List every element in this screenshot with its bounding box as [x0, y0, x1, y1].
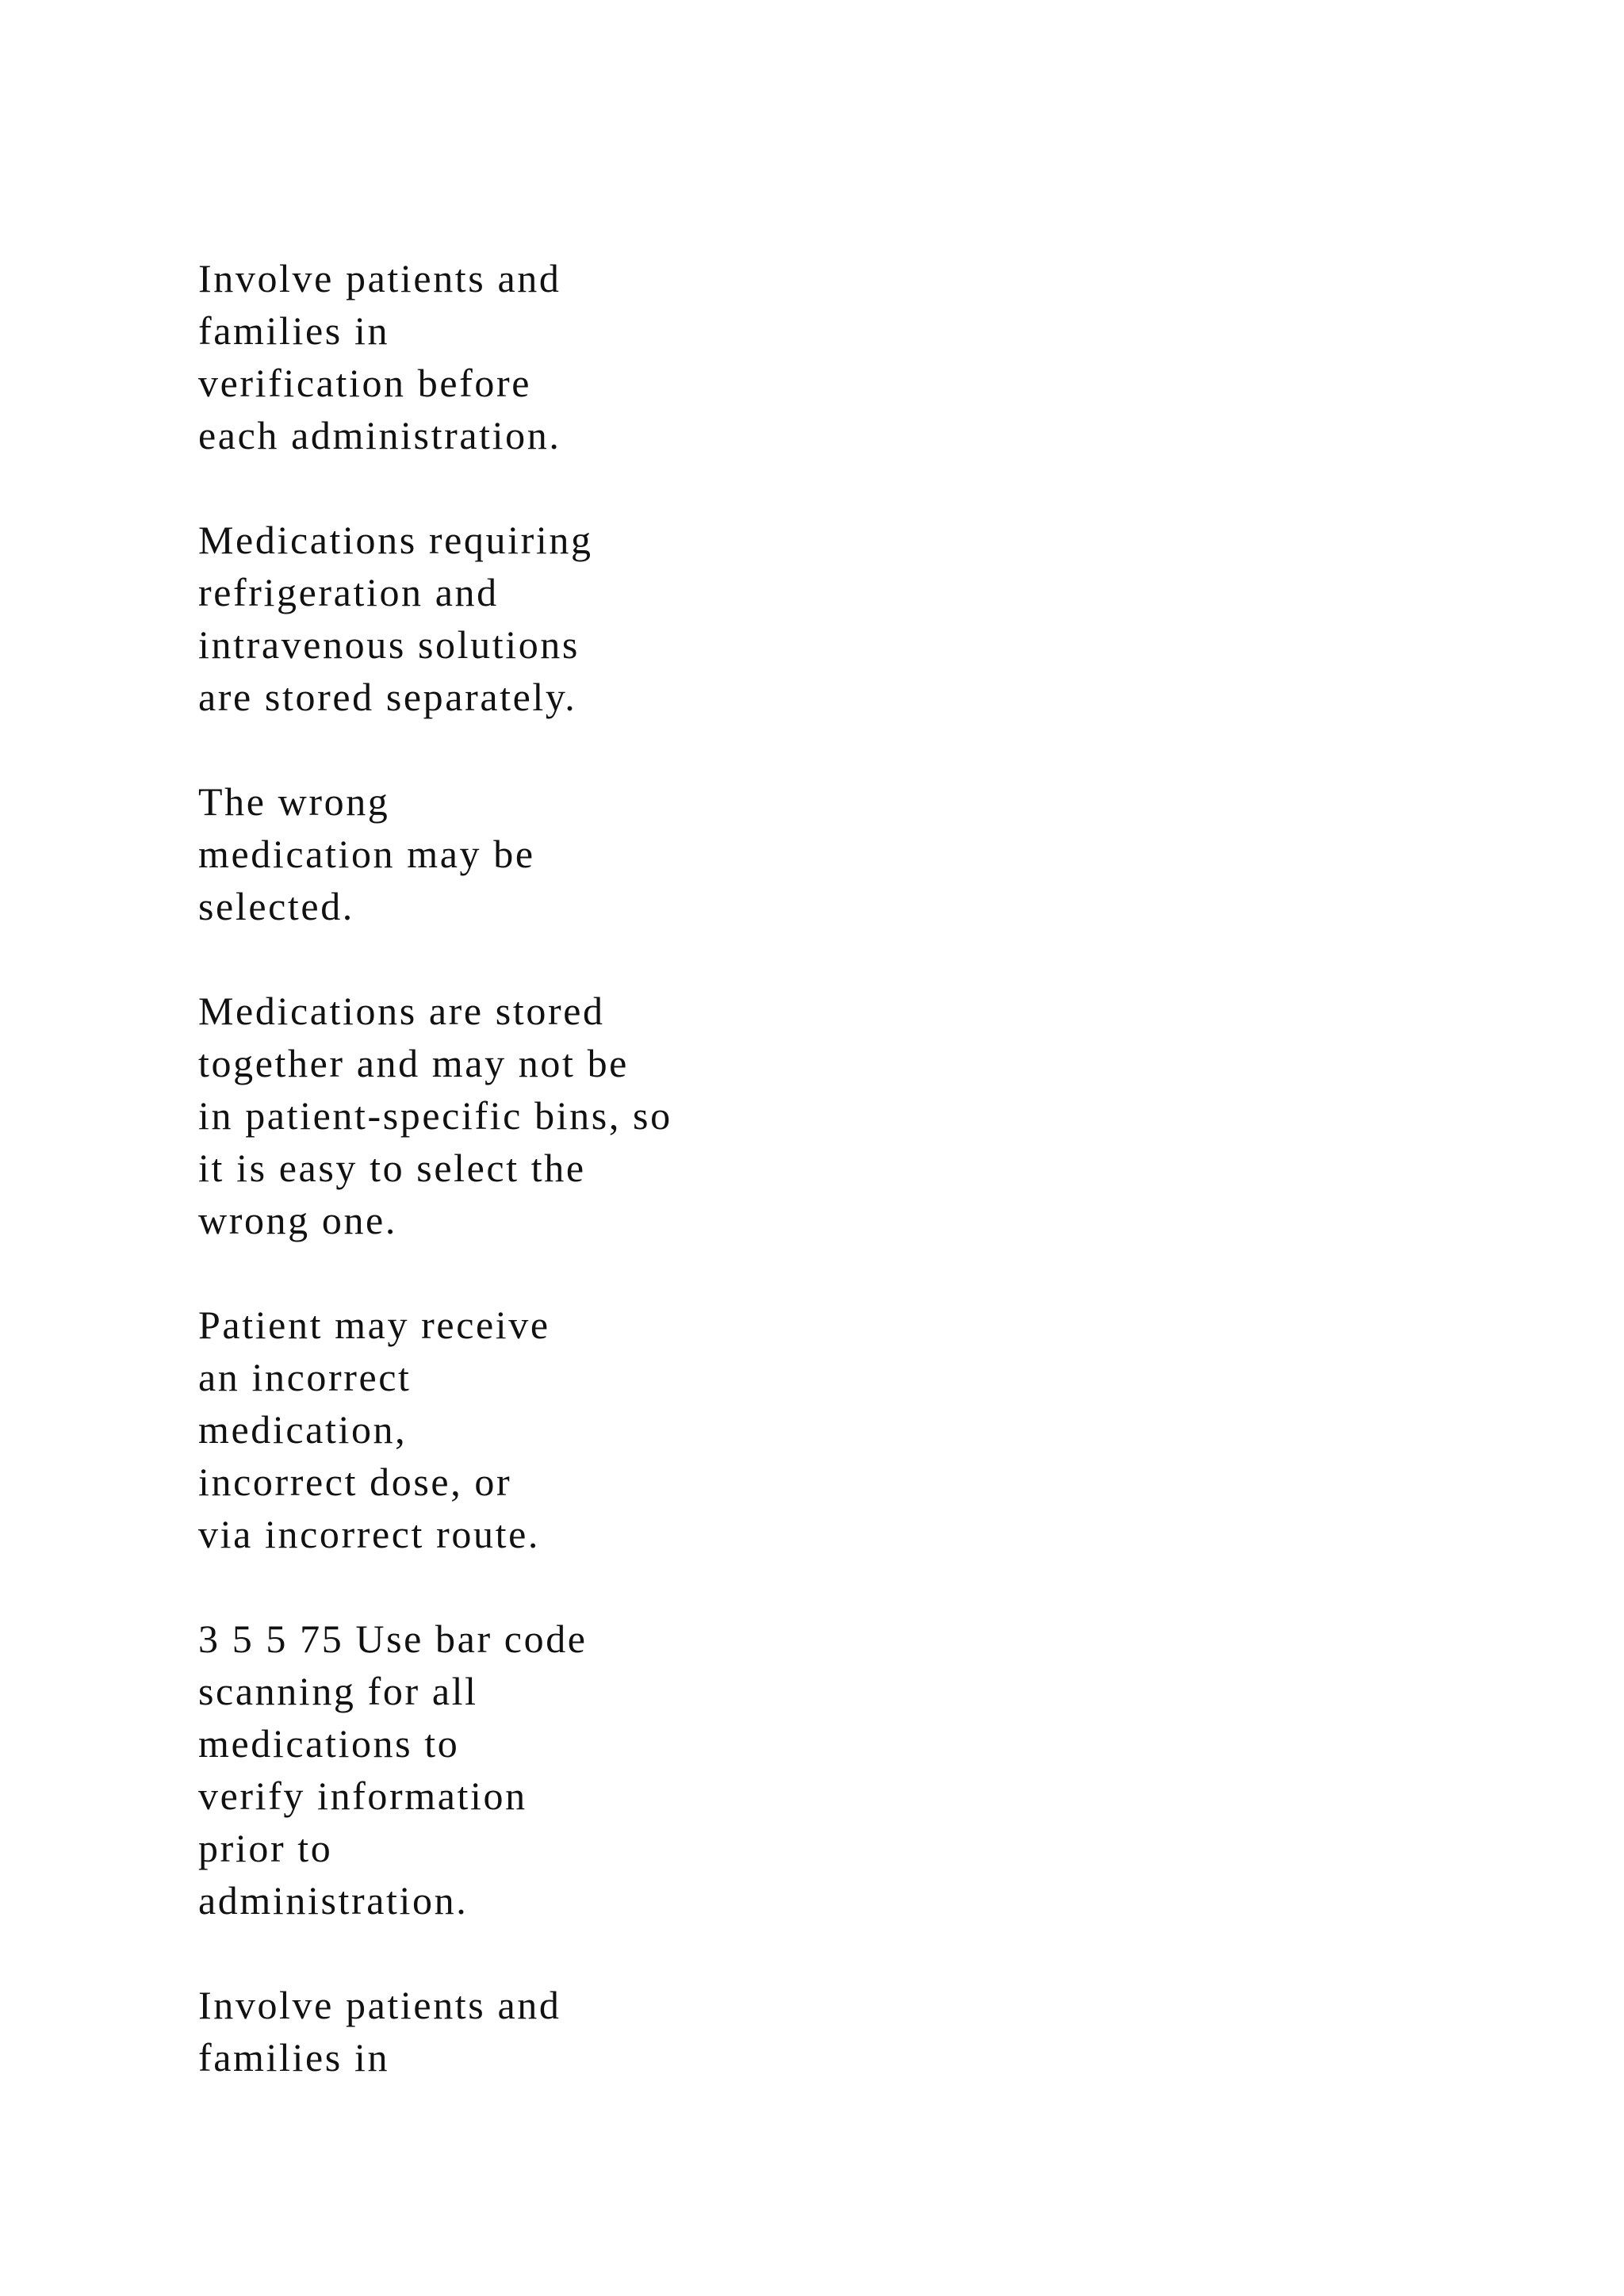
text-line: The wrong [198, 779, 390, 824]
text-line: Involve patients and [198, 256, 561, 300]
text-line: verification before [198, 361, 532, 405]
text-line: Patient may receive [198, 1303, 550, 1347]
text-line: intravenous solutions [198, 622, 580, 667]
text-line: medications to [198, 1721, 460, 1766]
text-line: prior to [198, 1826, 333, 1870]
text-line: medication may be [198, 832, 535, 876]
text-line: in patient-specific bins, so [198, 1093, 672, 1138]
text-line: Involve patients and [198, 1983, 561, 2027]
text-line: administration. [198, 1878, 469, 1923]
text-line: medication, [198, 1407, 408, 1452]
paragraph-bar-code-scanning [198, 1613, 1546, 1927]
paragraph-involve-patients [198, 252, 1546, 461]
text-line: it is easy to select the [198, 1146, 586, 1190]
text-line: scanning for all [198, 1669, 478, 1713]
document-body [198, 252, 1546, 2136]
text-line: families in [198, 308, 390, 353]
text-line: wrong one. [198, 1198, 397, 1242]
text-line: an incorrect [198, 1355, 412, 1399]
paragraph-involve-patients-continued [198, 1979, 1546, 2084]
paragraph-stored-together [198, 985, 1546, 1246]
paragraph-incorrect-medication [198, 1299, 1546, 1560]
text-line: 3 5 5 75 Use bar code [198, 1617, 588, 1661]
text-line: Medications are stored [198, 989, 605, 1033]
text-line: together and may not be [198, 1041, 629, 1085]
text-line: selected. [198, 884, 354, 928]
text-line: via incorrect route. [198, 1512, 540, 1556]
text-line: refrigeration and [198, 570, 499, 614]
text-line: each administration. [198, 413, 561, 457]
text-line: Medications requiring [198, 518, 593, 562]
text-line: families in [198, 2035, 390, 2080]
text-line: verify information [198, 1774, 527, 1818]
paragraph-wrong-medication [198, 775, 1546, 932]
paragraph-refrigeration-storage [198, 514, 1546, 723]
text-line: incorrect dose, or [198, 1460, 512, 1504]
text-line: are stored separately. [198, 675, 577, 719]
